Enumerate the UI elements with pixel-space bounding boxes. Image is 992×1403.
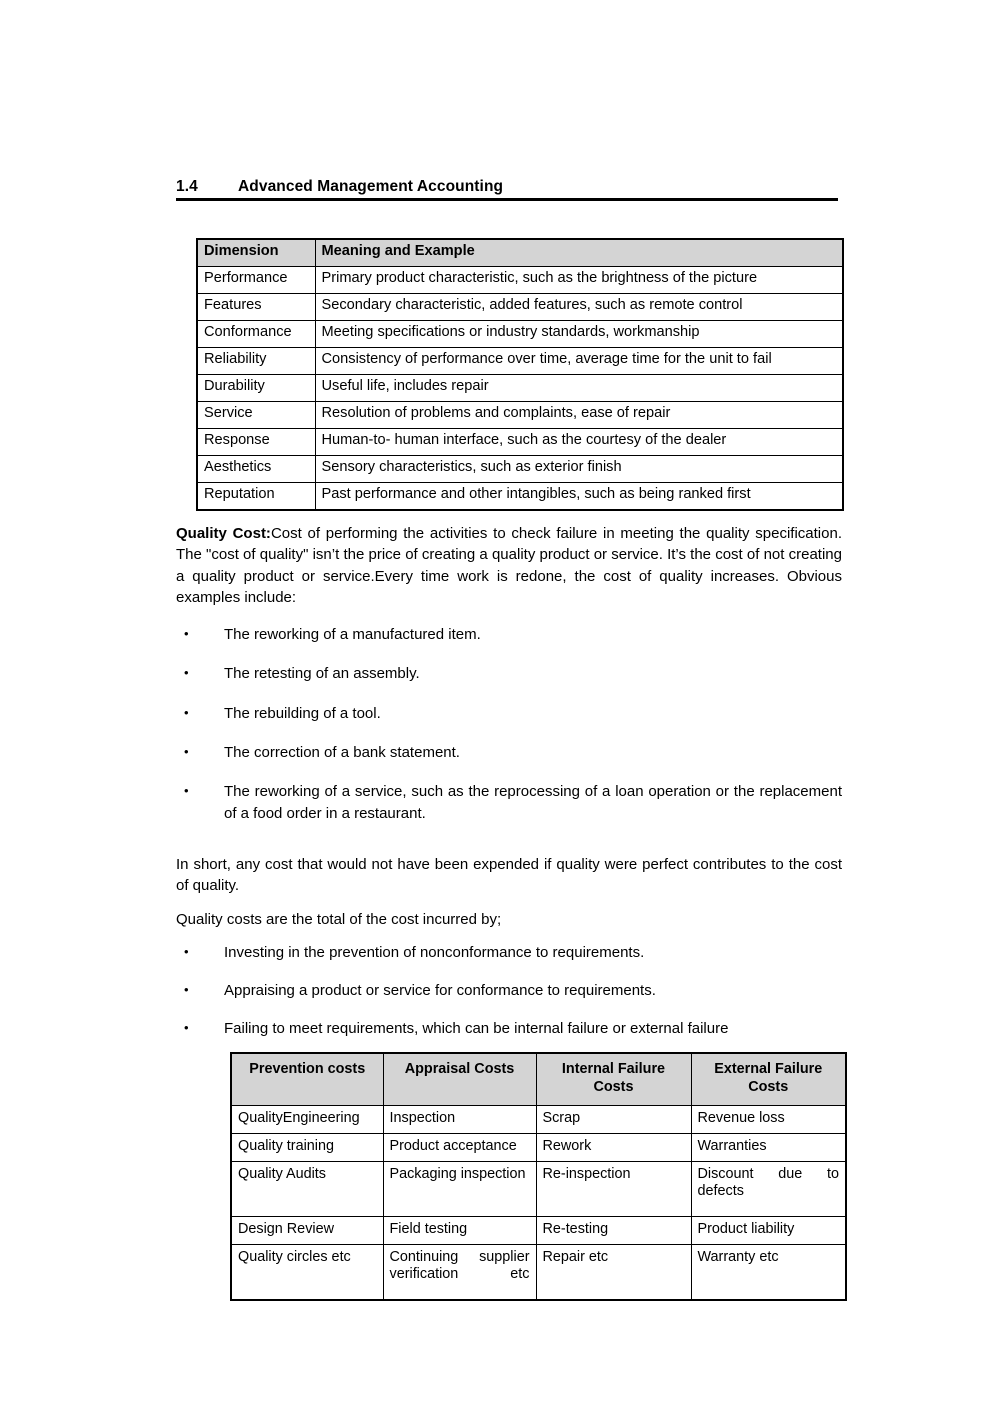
cell-dimension: Response: [197, 429, 315, 456]
spacer: [176, 930, 842, 942]
table-row: [231, 1106, 846, 1134]
cell-dimension: Durability: [197, 375, 315, 402]
cell-meaning: Human-to- human interface, such as the courtesy of the dealer: [315, 429, 843, 456]
table-row: [197, 402, 843, 429]
list-item-label: Failing to meet requirements, which can be internal failure or external failure: [224, 1020, 729, 1038]
column-header-meaning: Meaning and Example: [315, 239, 843, 267]
spacer: [176, 511, 842, 523]
cell-prevention-cost: Quality Audits: [231, 1162, 383, 1217]
list-item: [176, 624, 842, 645]
list-item: [176, 663, 842, 684]
table-row: [197, 483, 843, 511]
table-row: [231, 1162, 846, 1217]
list-item-label: The rebuilding of a tool.: [224, 704, 381, 722]
cell-dimension: Conformance: [197, 321, 315, 348]
column-header-external-failure-costs: External Failure Costs: [691, 1053, 846, 1106]
quality-cost-paragraph: [176, 523, 842, 608]
cell-appraisal-cost: Inspection: [383, 1106, 536, 1134]
bullet-icon: •: [184, 943, 189, 959]
bullet-icon: •: [184, 744, 189, 760]
table-row: [197, 348, 843, 375]
cell-external-failure-cost: Discount due to defects: [691, 1162, 846, 1217]
cell-prevention-cost: Quality training: [231, 1134, 383, 1162]
spacer: [176, 842, 842, 854]
cell-appraisal-cost: Continuing supplier verification etc: [383, 1245, 536, 1301]
list-item: [176, 781, 842, 824]
list-item: [176, 980, 842, 1001]
cell-meaning: Resolution of problems and complaints, ease of repair: [315, 402, 843, 429]
cell-dimension: Aesthetics: [197, 456, 315, 483]
page-content: [176, 238, 842, 1301]
column-header-prevention-costs: Prevention costs: [231, 1053, 383, 1106]
cell-dimension: Performance: [197, 267, 315, 294]
list-item: [176, 703, 842, 724]
table-row: [231, 1245, 846, 1301]
cell-external-failure-cost: Revenue loss: [691, 1106, 846, 1134]
cell-prevention-cost: QualityEngineering: [231, 1106, 383, 1134]
cell-meaning: Primary product characteristic, such as the brightness of the picture: [315, 267, 843, 294]
spacer: [176, 897, 842, 909]
list-item: [176, 742, 842, 763]
cell-external-failure-cost: Warranties: [691, 1134, 846, 1162]
bullet-icon: •: [184, 982, 189, 998]
cell-internal-failure-cost: Re-testing: [536, 1217, 691, 1245]
cell-dimension: Reliability: [197, 348, 315, 375]
in-short-paragraph: In short, any cost that would not have been expended if quality were perfect contributes to the cost of quality.: [176, 855, 842, 895]
list-item: [176, 1018, 842, 1039]
quality-costs-intro: Quality costs are the total of the cost incurred by;: [176, 910, 502, 928]
table-row: [197, 294, 843, 321]
cell-internal-failure-cost: Re-inspection: [536, 1162, 691, 1217]
cell-internal-failure-cost: Repair etc: [536, 1245, 691, 1301]
cell-appraisal-cost: Product acceptance: [383, 1134, 536, 1162]
bullet-icon: •: [184, 665, 189, 681]
cell-meaning: Sensory characteristics, such as exterior finish: [315, 456, 843, 483]
table-row: [231, 1134, 846, 1162]
cell-dimension: Service: [197, 402, 315, 429]
cell-external-failure-cost: Product liability: [691, 1217, 846, 1245]
list-item: [176, 942, 842, 963]
table-header-row: [197, 239, 843, 267]
column-header-dimension: Dimension: [197, 239, 315, 267]
page-number: 1.4: [176, 178, 198, 195]
examples-bullet-list: [176, 624, 842, 824]
table-row: [231, 1217, 846, 1245]
cell-dimension: Reputation: [197, 483, 315, 511]
cell-meaning: Useful life, includes repair: [315, 375, 843, 402]
table-row: [197, 375, 843, 402]
bullet-icon: •: [184, 783, 189, 799]
cell-meaning: Meeting specifications or industry standards, workmanship: [315, 321, 843, 348]
cell-meaning: Secondary characteristic, added features, such as remote control: [315, 294, 843, 321]
table-row: [197, 321, 843, 348]
cell-external-failure-cost: Warranty etc: [691, 1245, 846, 1301]
cell-appraisal-cost: Field testing: [383, 1217, 536, 1245]
quality-dimensions-table: [196, 238, 844, 511]
bullet-icon: •: [184, 1020, 189, 1036]
bullet-icon: •: [184, 704, 189, 720]
list-item-label: The reworking of a manufactured item.: [224, 626, 481, 644]
list-item-label: Appraising a product or service for conformance to requirements.: [224, 982, 656, 1000]
cell-meaning: Consistency of performance over time, average time for the unit to fail: [315, 348, 843, 375]
running-header: [176, 178, 838, 201]
list-item-label: The correction of a bank statement.: [224, 744, 460, 762]
spacer: [176, 608, 842, 624]
list-item-label: Investing in the prevention of nonconformance to requirements.: [224, 943, 645, 961]
cell-prevention-cost: Quality circles etc: [231, 1245, 383, 1301]
cell-prevention-cost: Design Review: [231, 1217, 383, 1245]
cell-dimension: Features: [197, 294, 315, 321]
cell-internal-failure-cost: Rework: [536, 1134, 691, 1162]
cell-meaning: Past performance and other intangibles, such as being ranked first: [315, 483, 843, 511]
column-header-appraisal-costs: Appraisal Costs: [383, 1053, 536, 1106]
page-title: Advanced Management Accounting: [238, 178, 504, 195]
quality-costs-table: [230, 1052, 847, 1301]
column-header-internal-failure-costs: Internal Failure Costs: [536, 1053, 691, 1106]
table-row: [197, 267, 843, 294]
table-header-row: [231, 1053, 846, 1106]
cell-appraisal-cost: Packaging inspection: [383, 1162, 536, 1217]
table-row: [197, 456, 843, 483]
header-rule: [176, 198, 838, 201]
cell-internal-failure-cost: Scrap: [536, 1106, 691, 1134]
quality-cost-body: Cost of performing the activities to check failure in meeting the quality specification. The "cost of quality" isn’t the price of creating a quality product or service. It’s the cost of not creating a quality product or service.Every time work is redone, the cost of quality increases. Obvious examples include:: [176, 525, 842, 606]
table-row: [197, 429, 843, 456]
bullet-icon: •: [184, 626, 189, 642]
quality-cost-lead: Quality Cost:: [176, 525, 271, 542]
running-header-row: [176, 178, 838, 196]
list-item-label: The retesting of an assembly.: [224, 665, 420, 683]
incurred-bullet-list: [176, 942, 842, 1040]
list-item-label: The reworking of a service, such as the reprocessing of a loan operation or the replacement of a food order in a restaurant.: [224, 783, 842, 822]
